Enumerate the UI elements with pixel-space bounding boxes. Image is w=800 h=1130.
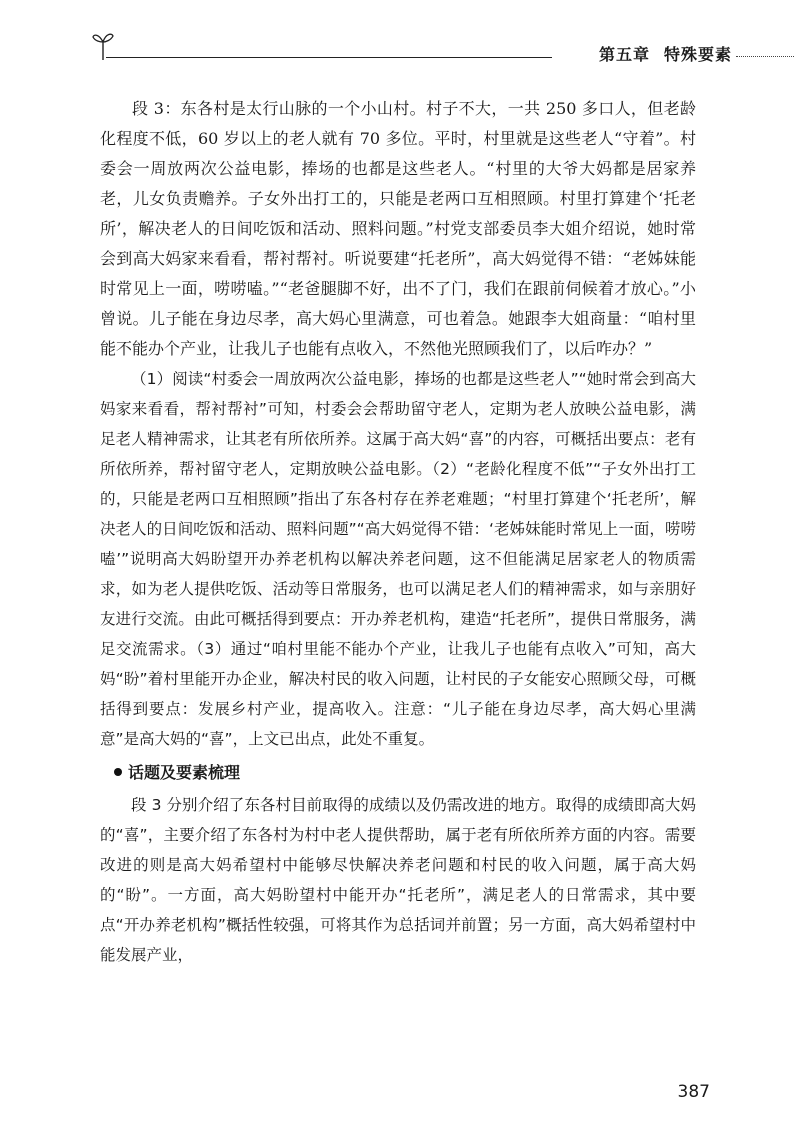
header-dotted-rule xyxy=(736,56,794,57)
analysis-paragraph: （1）阅读“村委会一周放两次公益电影，捧场的也都是这些老人”“她时常会到高大妈家来看看，帮衬帮衬”可知，村委会会帮助留守老人，定期为老人放映公益电影，满足老人精神需求，让其老有所依所养。这属于高大妈“喜”的内容，可概括出要点：老有所依所养，帮衬留守老人，定期放映公益电影。（2）“老龄化程度不低”“子女外出打工的，只能是老两口互相照顾”指出了东各村存在养老难题；“村里打算建个‘托老所’，解决老人的日间吃饭和活动、照料问题”“高大妈觉得不错：‘老姊妹能时常见上一面，唠唠嗑’”说明高大妈盼望开办养老机构以解决养老问题，这不但能满足居家老人的物质需求，如为老人提供吃饭、活动等日常服务，也可以满足老人们的精神需求，如与亲朋好友进行交流。由此可概括得到要点：开办养老机构，建造“托老所”，提供日常服务，满足交流需求。（3）通过“咱村里能不能办个产业，让我儿子也能有点收入”可知，高大妈“盼”着村里能开办企业，解决村民的收入问题，让村民的子女能安心照顾父母，可概括得到要点：发展乡村产业，提高收入。注意：“儿子能在身边尽孝，高大妈心里满意”是高大妈的“喜”，上文已出点，此处不重复。 xyxy=(100,370,696,748)
excerpt-paragraph: 段 3：东各村是太行山脉的一个小山村。村子不大，一共 250 多口人，但老龄化程度不低，60 岁以上的老人就有 70 多位。平时，村里就是这些老人“守着”。村委会一周放两次公益电影，捧场的也都是这些老人。“村里的大爷大妈都是居家养老，儿女负责赡养。子女外出打工的，只能是老两口互相照顾。村里打算建个‘托老所’，解决老人的日间吃饭和活动、照料问题。”村党支部委员李大姐介绍说，她时常会到高大妈家来看看，帮衬帮衬。听说要建“托老所”，高大妈觉得不错：“老姊妹能时常见上一面，唠唠嗑。”“老爸腿脚不好，出不了门，我们在跟前伺候着才放心。”小曾说。儿子能在身边尽孝，高大妈心里满意，可也着急。她跟李大姐商量：“咱村里能不能办个产业，让我儿子也能有点收入，不然他光照顾我们了，以后咋办？” xyxy=(100,99,696,358)
page-number: 387 xyxy=(677,1082,710,1102)
bullet-icon xyxy=(114,768,122,776)
chapter-title xyxy=(599,42,732,65)
summary-paragraph: 段 3 分别介绍了东各村目前取得的成绩以及仍需改进的地方。取得的成绩即高大妈的“喜”，主要介绍了东各村为村中老人提供帮助，属于老有所依所养方面的内容。需要改进的则是高大妈希望村中能够尽快解决养老问题和村民的收入问题，属于高大妈的“盼”。一方面，高大妈盼望村中能开办“托老所”，满足老人的日常需求，其中要点“开办养老机构”概括性较强，可将其作为总括词并前置；另一方面，高大妈希望村中能发展产业， xyxy=(100,796,696,964)
running-header xyxy=(92,28,732,64)
section-heading-text: 话题及要素梳理 xyxy=(128,763,241,782)
section-heading xyxy=(100,758,696,788)
chapter-number: 第五章 xyxy=(598,45,650,64)
page-body xyxy=(100,94,696,970)
section-title: 特殊要素 xyxy=(663,45,732,64)
header-rule xyxy=(106,57,552,58)
